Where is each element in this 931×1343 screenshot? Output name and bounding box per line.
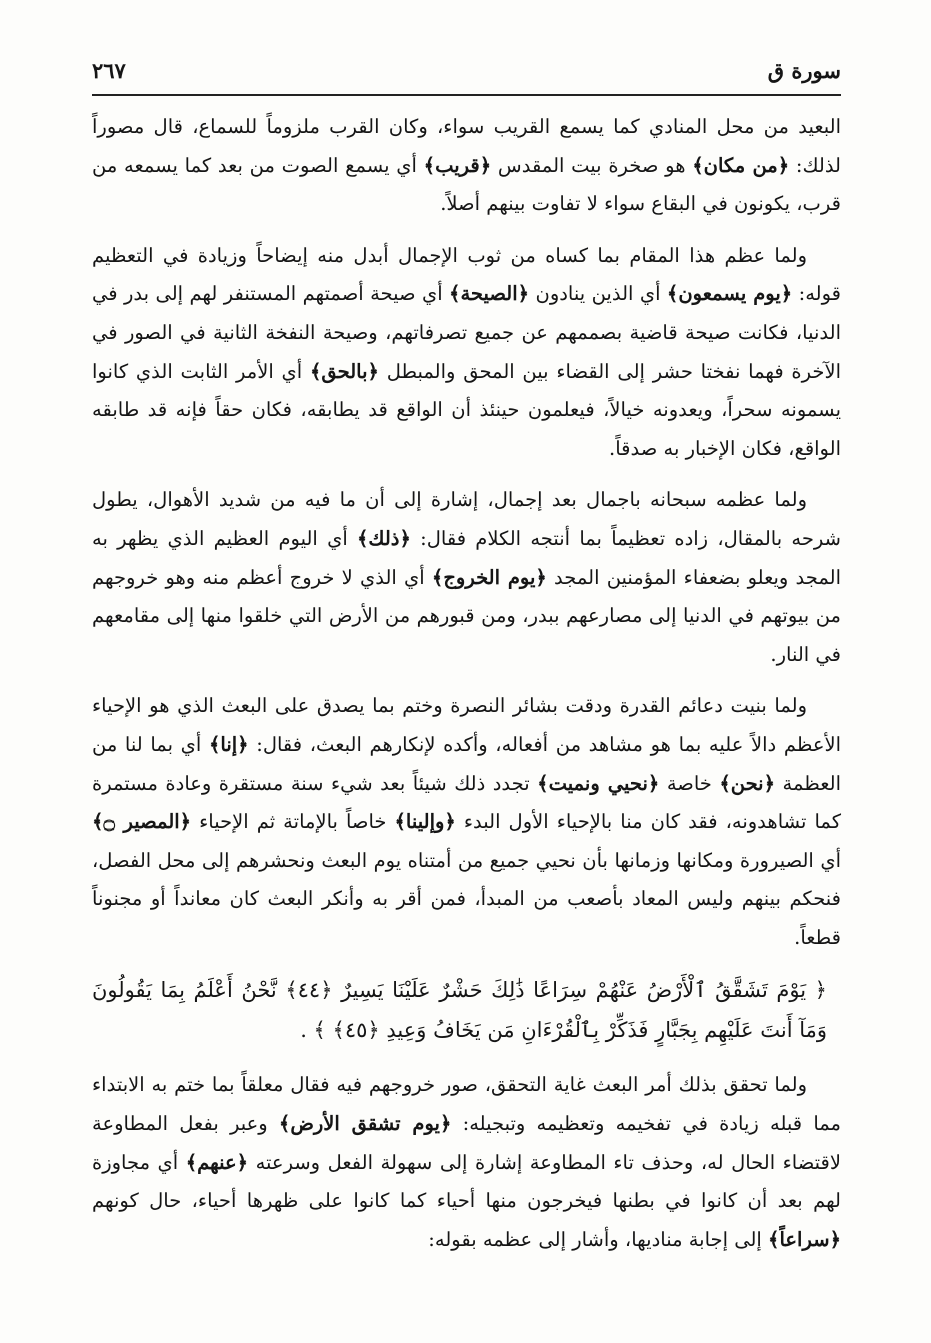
text-span: خاصة	[659, 771, 720, 795]
text-span: البعيد من محل المنادي كما يسمع القريب سواء، وكان القرب ملزوماً للسماع، قال مصوراً لذلك:	[92, 115, 841, 177]
text-span: تجدد ذلك شيئاً بعد شيء سنة مستقرة وعادة مستمرة كما تشاهدونه، فقد كان منا بالإحياء الأول البدء	[92, 771, 841, 834]
paragraph-2	[92, 237, 841, 469]
quran-phrase: ﴿يوم يسمعون﴾	[666, 282, 793, 306]
text-span: أي اليوم العظيم الذي يظهر به المجد ويعلو بضعفاء المؤمنين المجد	[92, 526, 842, 589]
text-span: إلى إجابة مناديها، وأشار إلى عظمه بقوله:	[428, 1227, 769, 1251]
text-span: أي الذي لا خروج أعظم منه وهو خروجهم من بيوتهم في الدنيا إلى مصارعهم ببدر، ومن قبورهم من الأرض التي خلقوا منها إلى مقامعهم في النار.	[92, 565, 841, 666]
quran-phrase: ﴿إنا﴾	[208, 732, 249, 756]
text-span: خاصاً بالإماتة ثم الإحياء	[191, 810, 395, 834]
surah-title: سورة ق	[767, 58, 841, 83]
page-number: ٢٦٧	[92, 58, 126, 83]
text-span: ولما عظم هذا المقام بما كساه من ثوب الإجمال أبدل منه إيضاحاً وزيادة في التعظيم قوله:	[92, 243, 841, 306]
text-span: أي بما لنا من العظمة	[92, 732, 841, 795]
paragraph-4	[92, 687, 841, 957]
text-span: أي الأمر الثابت الذي كانوا يسمونه سحراً، ويعدونه خيالاً، فيعلمون حينئذ أن الواقع قد يطابقه، فكان حقاً فإنه قد طابقه الواقع، فكان الإخبار به صدقاً.	[92, 359, 841, 460]
running-header	[92, 50, 841, 96]
text-span: وعبر بفعل المطاوعة لاقتضاء الحال له، وحذف تاء المطاوعة إشارة إلى سهولة الفعل وسرعته	[92, 1112, 841, 1174]
quran-phrase: ﴿نحيي ونميت﴾	[537, 771, 660, 795]
quran-phrase: ﴿يوم تشقق الأرض﴾	[278, 1112, 452, 1136]
quran-phrase: ﴿وإلينا﴾	[394, 810, 456, 834]
text-span: ولما عظمه سبحانه باجمال بعد إجمال، إشارة إلى أن ما فيه من شديد الأهوال، يطول شرحه بالمقال، زاده تعظيماً بما أنتجه الكلام فقال:	[92, 488, 842, 550]
quran-phrase: ﴿يوم الخروج﴾	[431, 565, 547, 589]
text-span: أي صيحة أصمتهم المستنفر لهم إلى بدر في الدنيا، فكانت صيحة قاضية بصممهم عن جميع تصرفاتهم، وصيحة النفخة الثانية في الصور في الآخرة فهما نفختا حشر إلى القضاء بين المحق والمبطل	[92, 282, 841, 383]
text-span: ولما بنيت دعائم القدرة ودقت بشائر النصرة وختم بما يصدق على البعث الذي هو الإحياء الأعظم دالاً عليه بما هو مشاهد من أفعاله، وأكده لإنكارهم البعث، فقال:	[92, 694, 841, 756]
quran-phrase: ﴿ذلك﴾	[357, 526, 411, 550]
quran-phrase: ﴿الصيحة﴾	[449, 282, 530, 306]
text-span: ولما تحقق بذلك أمر البعث غاية التحقق، صور خروجهم فيه فقال معلقاً بما ختم به الابتداء مما قبله زيادة في تفخيمه وتعظيمه وتبجيله:	[92, 1073, 841, 1136]
quran-phrase: ﴿نحن﴾	[719, 771, 776, 795]
quran-phrase: ﴿المصير ۝﴾	[92, 810, 192, 834]
quran-phrase: ﴿بالحق﴾	[309, 359, 379, 383]
text-span: أي الذين ينادون	[529, 282, 667, 306]
text-span: أي يسمع الصوت من بعد كما يسمعه من قرب، يكونون في البقاع سواء لا تفاوت بينهم أصلاً.	[92, 153, 841, 216]
text-span: أي مجاوزة لهم بعد أن كانوا في بطنها فيخرجون منها أحياء كما كانوا على ظهرها أحياء، حال كونهم	[92, 1150, 841, 1213]
text-span: أي الصيرورة ومكانها وزمانها بأن نحيي جميع من أمتناه يوم البعث ونحشرهم إلى محل الفصل، فنحكم بينهم وليس المعاد بأصعب من المبدأ، فمن أقر به وأنكر البعث كان معانداً أو مجنوناً قطعاً.	[92, 848, 841, 949]
text-span: هو صخرة بيت المقدس	[491, 153, 693, 177]
quran-verse-block: ﴿ يَوْمَ تَشَقَّقُ ٱلْأَرْضُ عَنْهُمْ سِرَاعًا ذَٰلِكَ حَشْرٌ عَلَيْنَا يَسِيرٌ ﴿٤٤﴾ نَّحْنُ أَعْلَمُ بِمَا يَقُولُونَ وَمَآ أَنتَ عَلَيْهِم بِجَبَّارٍ فَذَكِّرْ بِٱلْقُرْءَانِ مَن يَخَافُ وَعِيدِ ﴿٤٥﴾ ﴾ .	[92, 978, 827, 1043]
paragraph-3	[92, 481, 841, 674]
paragraph-1	[92, 108, 841, 224]
quran-phrase: ﴿قريب﴾	[423, 153, 492, 177]
quran-phrase: ﴿سراعاً﴾	[768, 1227, 841, 1251]
page-body	[92, 108, 841, 1272]
quran-phrase: ﴿من مكان﴾	[692, 153, 790, 177]
paragraph-5	[92, 1066, 841, 1259]
quran-phrase: ﴿عنهم﴾	[185, 1150, 249, 1174]
